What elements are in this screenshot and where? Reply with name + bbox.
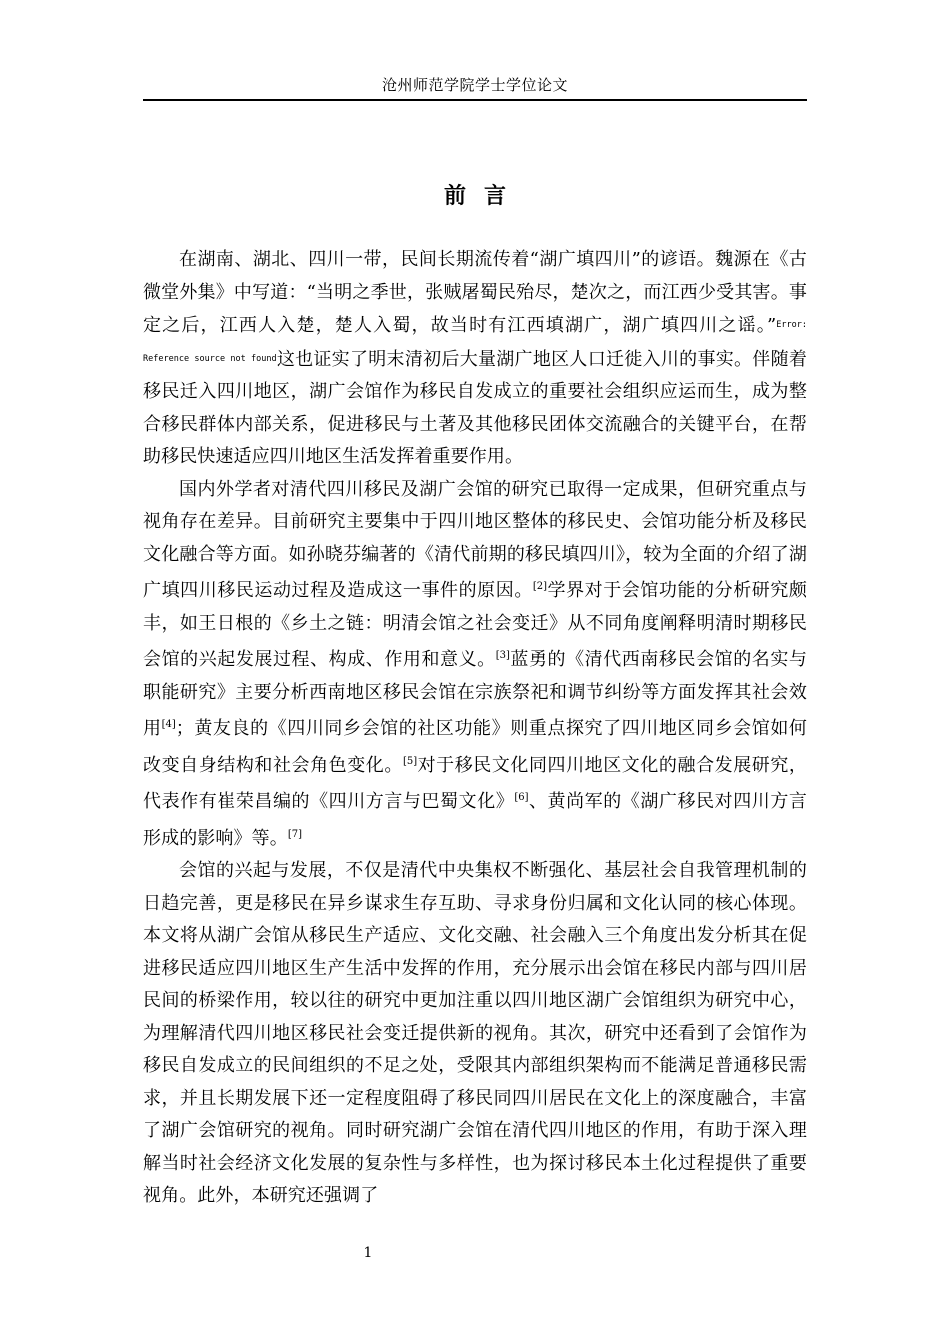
citation-ref: [6] (514, 792, 529, 803)
text-run: 这也证实了明末清初后大量湖广地区人口迁徙入川的事实。伴随着移民迁入四川地区，湖广会馆作为移民自发成立的重要社会组织应运而生，成为整合移民群体内部关系，促进移民与土著及其他移民团体交流融合的关键平台，在帮助移民快速适应四川地区生活发挥着重要作用。 (143, 348, 807, 467)
citation-ref: [4] (161, 719, 176, 730)
text-run: 对于移民文化同四川地区文化的融合发展研究，代表作有崔荣昌编的《四川方言与巴蜀文化》 (143, 754, 807, 812)
section-title: 前言 (443, 183, 524, 209)
text-run: 在湖南、湖北、四川一带，民间长期流传着“湖广填四川”的谚语。魏源在《古微堂外集》中写道：“当明之季世，张贼屠蜀民殆尽，楚次之，而江西少受其害。事定之后，江西人入楚，楚人入蜀，故当时有江西填湖广，湖广填四川之谣。” (143, 249, 807, 336)
text-run: 、黄尚军的《湖广移民对四川方言形成的影响》等。 (143, 791, 807, 849)
text-run: 国内外学者对清代四川移民及湖广会馆的研究已取得一定成果，但研究重点与视角存在差异。目前研究主要集中于四川地区整体的移民史、会馆功能分析及移民文化融合等方面。如孙晓芬编著的《清代前期的移民填四川》，较为全面的介绍了湖广填四川移民运动过程及造成这一事件的原因。 (143, 478, 807, 601)
paragraph (143, 855, 807, 1213)
running-header: 沧州师范学院学士学位论文 (381, 76, 568, 94)
text-run: 会馆的兴起与发展，不仅是清代中央集权不断强化、基层社会自我管理机制的日趋完善，更是移民在异乡谋求生存互助、寻求身份归属和文化认同的核心体现。本文将从湖广会馆从移民生产适应、文化交融、社会融入三个角度出发分析其在促进移民适应四川地区生产生活中发挥的作用，充分展示出会馆在移民内部与四川居民间的桥梁作用，较以往的研究中更加注重以四川地区湖广会馆组织为研究中心，为理解清代四川地区移民社会变迁提供新的视角。其次，研究中还看到了会馆作为移民自发成立的民间组织的不足之处，受限其内部组织架构而不能满足普通移民需求，并且长期发展下还一定程度阻碍了移民同四川居民在文化上的深度融合，丰富了湖广会馆研究的视角。同时研究湖广会馆在清代四川地区的作用，有助于深入理解当时社会经济文化发展的复杂性与多样性，也为探讨移民本土化过程提供了重要视角。此外，本研究还强调了 (143, 860, 807, 1206)
citation-ref: [3] (495, 650, 510, 661)
paragraph (143, 474, 807, 856)
citation-ref: [2] (532, 581, 548, 592)
page-number: 1 (363, 1245, 373, 1261)
text-run: 学界对于会馆功能的分析研究颇丰，如王日根的《乡土之链：明清会馆之社会变迁》从不同角度阐释明清时期移民会馆的兴起发展过程、构成、作用和意义。 (143, 580, 807, 670)
header-rule (143, 99, 807, 101)
citation-ref: [7] (287, 828, 302, 840)
citation-ref: [5] (402, 755, 418, 767)
body-text (143, 244, 807, 1213)
text-run: ；黄友良的《四川同乡会馆的社区功能》则重点探究了四川地区同乡会馆如何改变自身结构和社会角色变化。 (143, 718, 807, 776)
text-run: 蓝勇的《清代西南移民会馆的名实与职能研究》主要分析西南地区移民会馆在宗族祭祀和调节纠纷等方面发挥其社会效用 (143, 649, 807, 739)
paragraph (143, 244, 807, 474)
reference-error: Error: Reference source not found (143, 320, 807, 364)
